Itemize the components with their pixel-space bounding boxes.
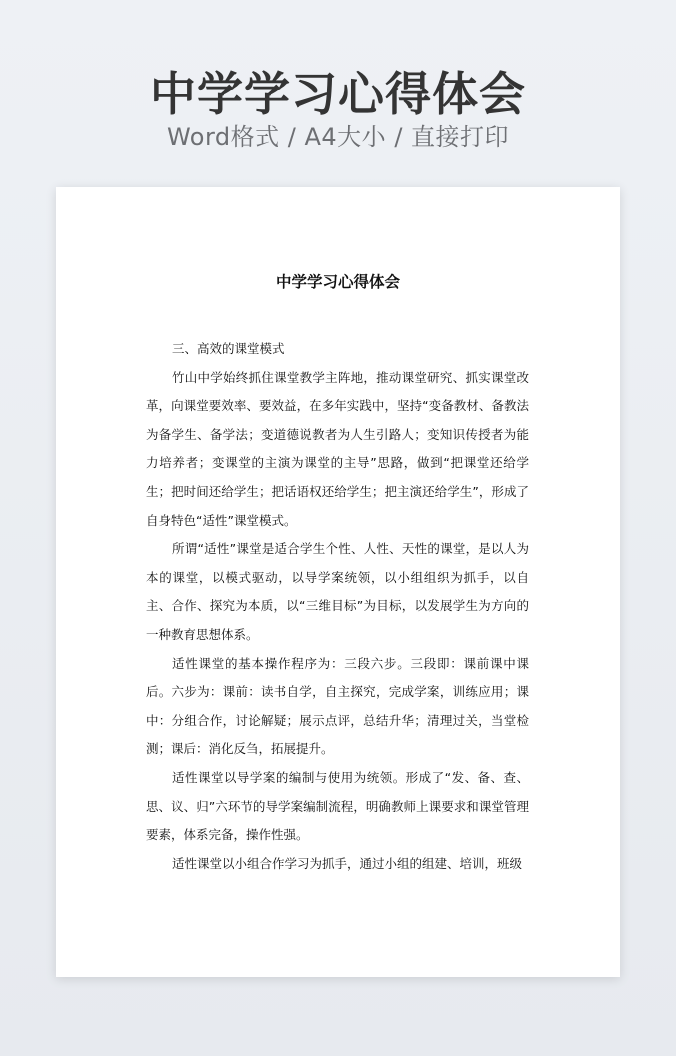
banner-title: 中学学习心得体会: [150, 67, 526, 121]
document-body: [146, 335, 529, 878]
document-title: 中学学习心得体会: [275, 273, 400, 291]
paragraph-2: 所谓“适性”课堂是适合学生个性、人性、天性的课堂，是以人为本的课堂，以模式驱动，以导学案统领，以小组组织为抓手，以自主、合作、探究为本质，以“三维目标”为目标，以发展学生为方向的一种教育思想体系。: [146, 541, 529, 642]
section-heading: 三、高效的课堂模式: [172, 341, 285, 356]
paragraph-5: 适性课堂以小组合作学习为抓手，通过小组的组建、培训，班级: [172, 855, 523, 871]
paragraph-4: 适性课堂以导学案的编制与使用为统领。形成了“发、备、查、思、议、归”六环节的导学案编制流程，明确教师上课要求和课堂管理要素，体系完备，操作性强。: [146, 769, 529, 843]
paragraph-1: 竹山中学始终抓住课堂教学主阵地，推动课堂研究、抓实课堂改革，向课堂要效率、要效益，在多年实践中，坚持“变备教材、备教法为备学生、备学法；变道德说教者为人生引路人；变知识传授者为能力培养者；变课堂的主演为课堂的主导”思路，做到“把课堂还给学生；把时间还给学生；把话语权还给学生；把主演还给学生”，形成了自身特色“适性”课堂模式。: [146, 369, 529, 528]
paragraph-3: 适性课堂的基本操作程序为：三段六步。三段即：课前课中课后。六步为：课前：读书自学，自主探究，完成学案，训练应用；课中：分组合作，讨论解疑；展示点评，总结升华；清理过关，当堂检测；课后：消化反刍，拓展提升。: [146, 655, 529, 757]
document-page: [56, 187, 620, 977]
banner-subtitle: Word格式 / A4大小 / 直接打印: [166, 123, 510, 151]
